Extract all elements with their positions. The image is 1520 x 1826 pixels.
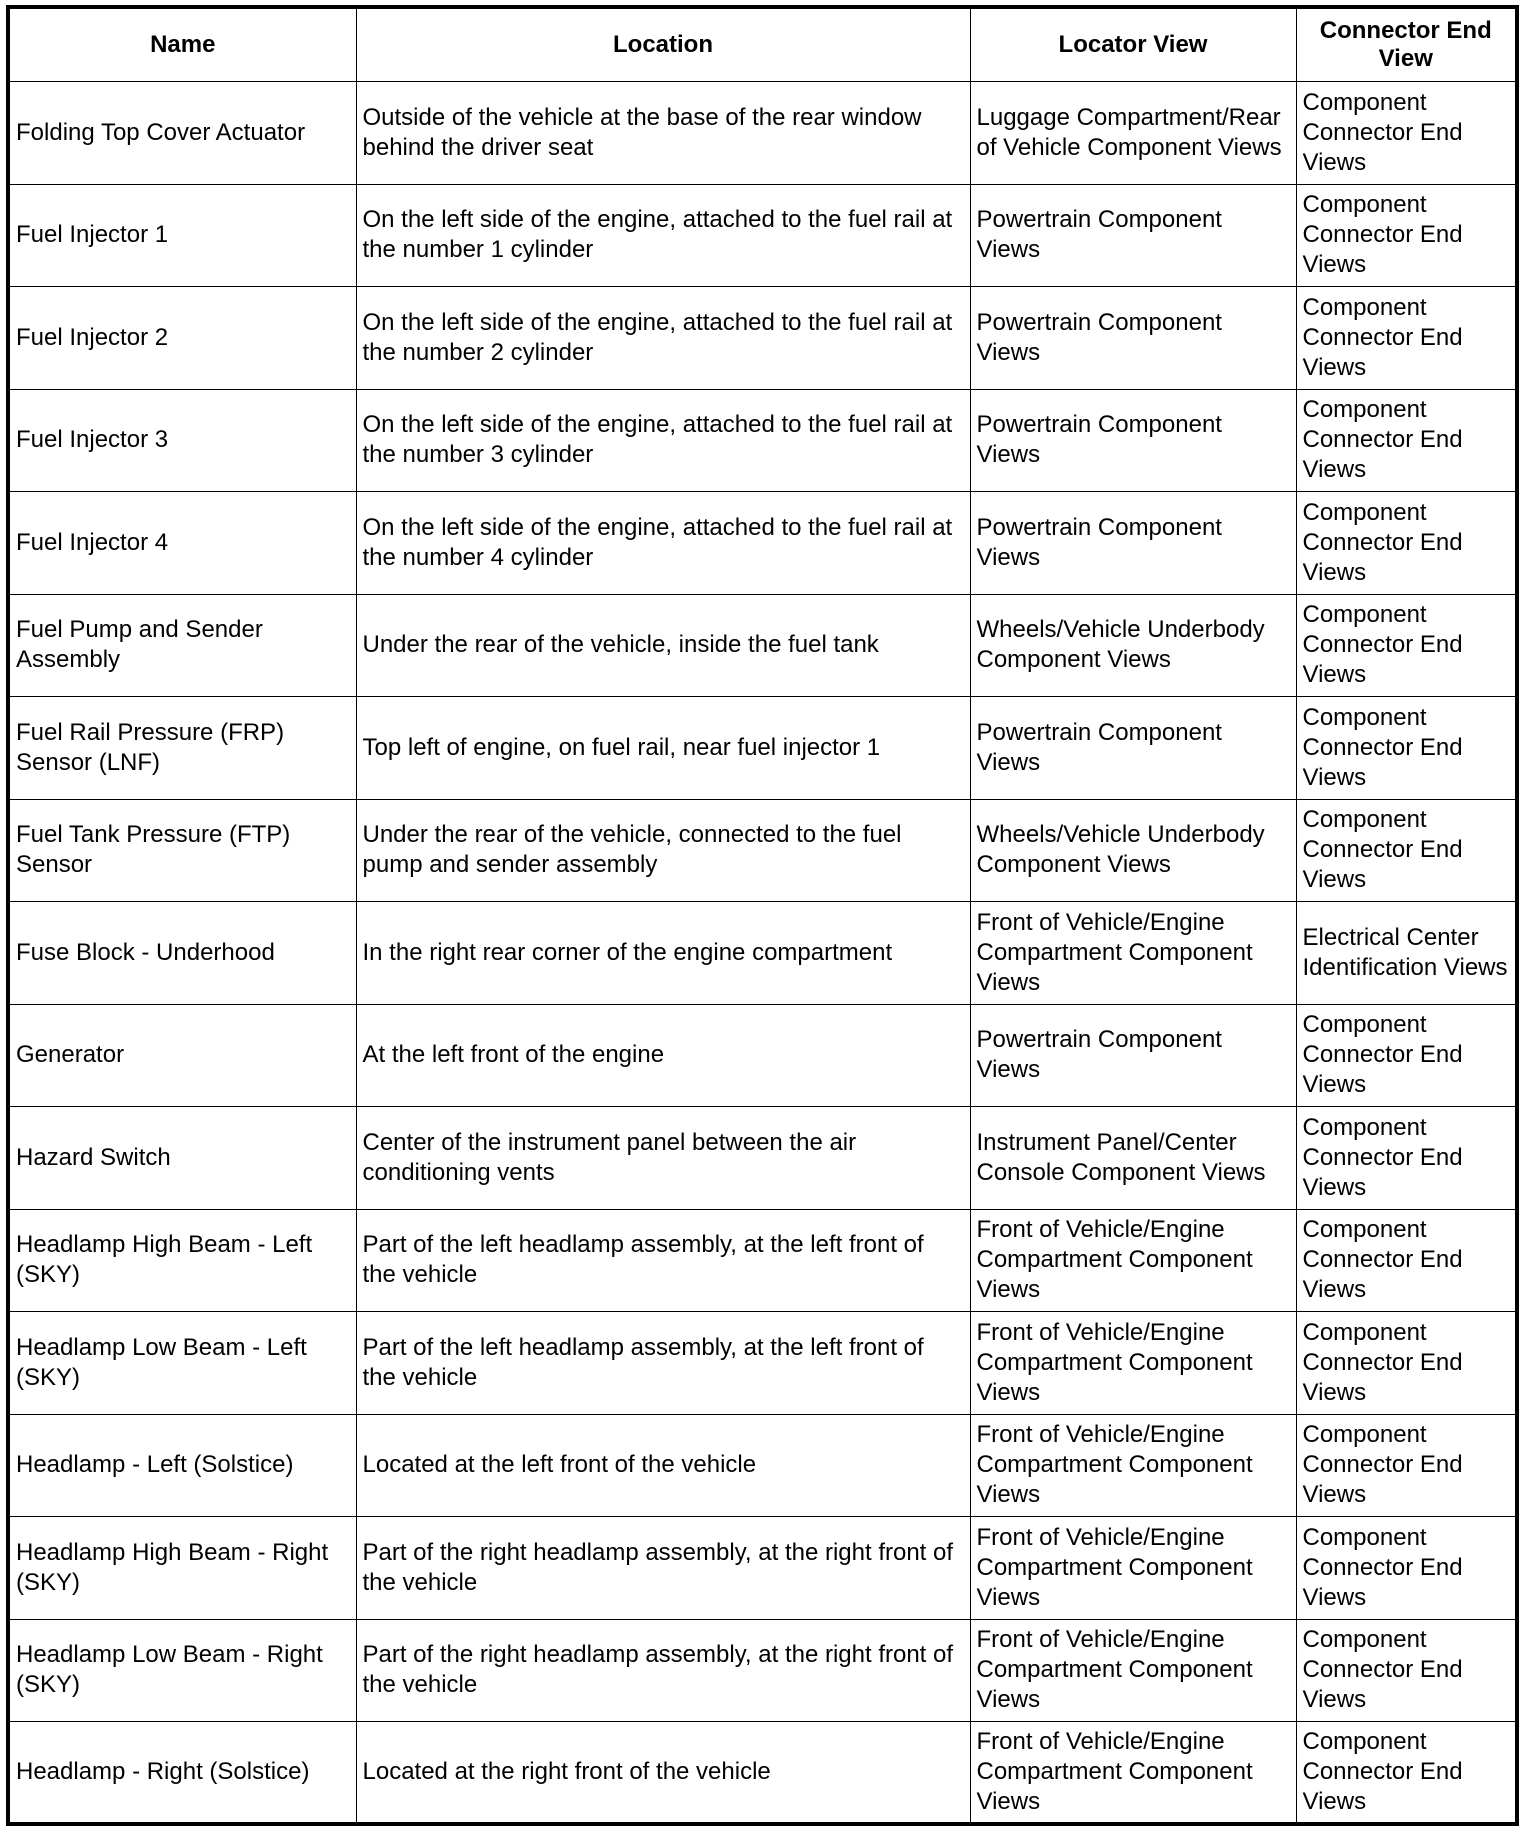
cell-location: Part of the right headlamp assembly, at the right front of the vehicle bbox=[356, 1619, 970, 1722]
cell-connector-end-view: Component Connector End Views bbox=[1296, 1619, 1517, 1722]
cell-connector-end-view: Component Connector End Views bbox=[1296, 1517, 1517, 1620]
cell-locator-view: Wheels/Vehicle Underbody Component Views bbox=[970, 799, 1296, 902]
cell-name: Fuel Tank Pressure (FTP) Sensor bbox=[8, 799, 356, 902]
cell-name: Fuel Rail Pressure (FRP) Sensor (LNF) bbox=[8, 697, 356, 800]
cell-connector-end-view: Component Connector End Views bbox=[1296, 389, 1517, 492]
cell-connector-end-view: Component Connector End Views bbox=[1296, 1312, 1517, 1415]
cell-location: Center of the instrument panel between the air conditioning vents bbox=[356, 1107, 970, 1210]
header-location: Location bbox=[356, 7, 970, 82]
cell-connector-end-view: Component Connector End Views bbox=[1296, 799, 1517, 902]
cell-locator-view: Powertrain Component Views bbox=[970, 184, 1296, 287]
cell-location: Under the rear of the vehicle, inside the fuel tank bbox=[356, 594, 970, 697]
cell-name: Headlamp High Beam - Left (SKY) bbox=[8, 1209, 356, 1312]
table-row bbox=[8, 1722, 1517, 1825]
table-header bbox=[8, 7, 1517, 82]
cell-locator-view: Front of Vehicle/Engine Compartment Component Views bbox=[970, 1209, 1296, 1312]
cell-name: Fuel Injector 4 bbox=[8, 492, 356, 595]
table-row bbox=[8, 1619, 1517, 1722]
table-row bbox=[8, 697, 1517, 800]
table-row bbox=[8, 389, 1517, 492]
cell-locator-view: Front of Vehicle/Engine Compartment Component Views bbox=[970, 1414, 1296, 1517]
cell-locator-view: Front of Vehicle/Engine Compartment Component Views bbox=[970, 1312, 1296, 1415]
cell-location: Outside of the vehicle at the base of the rear window behind the driver seat bbox=[356, 82, 970, 185]
cell-connector-end-view: Component Connector End Views bbox=[1296, 1107, 1517, 1210]
cell-location: On the left side of the engine, attached to the fuel rail at the number 2 cylinder bbox=[356, 287, 970, 390]
cell-name: Headlamp - Right (Solstice) bbox=[8, 1722, 356, 1825]
cell-connector-end-view: Component Connector End Views bbox=[1296, 1209, 1517, 1312]
cell-locator-view: Powertrain Component Views bbox=[970, 697, 1296, 800]
table-row bbox=[8, 799, 1517, 902]
header-locator-view: Locator View bbox=[970, 7, 1296, 82]
cell-locator-view: Powertrain Component Views bbox=[970, 492, 1296, 595]
cell-connector-end-view: Component Connector End Views bbox=[1296, 184, 1517, 287]
cell-connector-end-view: Component Connector End Views bbox=[1296, 1414, 1517, 1517]
cell-name: Fuel Injector 1 bbox=[8, 184, 356, 287]
cell-locator-view: Front of Vehicle/Engine Compartment Component Views bbox=[970, 902, 1296, 1005]
cell-location: Part of the left headlamp assembly, at the left front of the vehicle bbox=[356, 1312, 970, 1415]
cell-connector-end-view: Electrical Center Identification Views bbox=[1296, 902, 1517, 1005]
cell-location: On the left side of the engine, attached to the fuel rail at the number 3 cylinder bbox=[356, 389, 970, 492]
cell-locator-view: Front of Vehicle/Engine Compartment Component Views bbox=[970, 1619, 1296, 1722]
header-row bbox=[8, 7, 1517, 82]
cell-locator-view: Powertrain Component Views bbox=[970, 1004, 1296, 1107]
cell-location: Located at the right front of the vehicle bbox=[356, 1722, 970, 1825]
cell-location: Part of the left headlamp assembly, at the left front of the vehicle bbox=[356, 1209, 970, 1312]
table-row bbox=[8, 82, 1517, 185]
component-locator-table bbox=[6, 5, 1519, 1826]
table-row bbox=[8, 1414, 1517, 1517]
header-connector-end-view: Connector End View bbox=[1296, 7, 1517, 82]
table-row bbox=[8, 594, 1517, 697]
cell-locator-view: Front of Vehicle/Engine Compartment Component Views bbox=[970, 1517, 1296, 1620]
cell-locator-view: Front of Vehicle/Engine Compartment Component Views bbox=[970, 1722, 1296, 1825]
table-row bbox=[8, 492, 1517, 595]
table-row bbox=[8, 1312, 1517, 1415]
cell-location: On the left side of the engine, attached to the fuel rail at the number 4 cylinder bbox=[356, 492, 970, 595]
cell-location: At the left front of the engine bbox=[356, 1004, 970, 1107]
cell-name: Headlamp - Left (Solstice) bbox=[8, 1414, 356, 1517]
cell-location: Part of the right headlamp assembly, at the right front of the vehicle bbox=[356, 1517, 970, 1620]
cell-location: In the right rear corner of the engine compartment bbox=[356, 902, 970, 1005]
cell-locator-view: Luggage Compartment/Rear of Vehicle Component Views bbox=[970, 82, 1296, 185]
component-locator-table-container bbox=[6, 5, 1515, 1817]
cell-name: Generator bbox=[8, 1004, 356, 1107]
cell-connector-end-view: Component Connector End Views bbox=[1296, 82, 1517, 185]
cell-name: Headlamp Low Beam - Right (SKY) bbox=[8, 1619, 356, 1722]
cell-name: Fuel Pump and Sender Assembly bbox=[8, 594, 356, 697]
cell-connector-end-view: Component Connector End Views bbox=[1296, 287, 1517, 390]
cell-name: Fuse Block - Underhood bbox=[8, 902, 356, 1005]
table-row bbox=[8, 1517, 1517, 1620]
cell-connector-end-view: Component Connector End Views bbox=[1296, 492, 1517, 595]
cell-locator-view: Powertrain Component Views bbox=[970, 287, 1296, 390]
cell-location: Top left of engine, on fuel rail, near fuel injector 1 bbox=[356, 697, 970, 800]
cell-location: Located at the left front of the vehicle bbox=[356, 1414, 970, 1517]
cell-connector-end-view: Component Connector End Views bbox=[1296, 1722, 1517, 1825]
cell-name: Folding Top Cover Actuator bbox=[8, 82, 356, 185]
cell-connector-end-view: Component Connector End Views bbox=[1296, 594, 1517, 697]
table-row bbox=[8, 287, 1517, 390]
table-body bbox=[8, 82, 1517, 1825]
cell-name: Hazard Switch bbox=[8, 1107, 356, 1210]
cell-location: Under the rear of the vehicle, connected to the fuel pump and sender assembly bbox=[356, 799, 970, 902]
table-row bbox=[8, 902, 1517, 1005]
cell-name: Headlamp Low Beam - Left (SKY) bbox=[8, 1312, 356, 1415]
cell-locator-view: Powertrain Component Views bbox=[970, 389, 1296, 492]
table-row bbox=[8, 1004, 1517, 1107]
cell-name: Headlamp High Beam - Right (SKY) bbox=[8, 1517, 356, 1620]
cell-connector-end-view: Component Connector End Views bbox=[1296, 1004, 1517, 1107]
cell-locator-view: Instrument Panel/Center Console Component Views bbox=[970, 1107, 1296, 1210]
table-row bbox=[8, 1107, 1517, 1210]
cell-name: Fuel Injector 2 bbox=[8, 287, 356, 390]
header-name: Name bbox=[8, 7, 356, 82]
table-row bbox=[8, 184, 1517, 287]
cell-locator-view: Wheels/Vehicle Underbody Component Views bbox=[970, 594, 1296, 697]
cell-location: On the left side of the engine, attached to the fuel rail at the number 1 cylinder bbox=[356, 184, 970, 287]
table-row bbox=[8, 1209, 1517, 1312]
cell-name: Fuel Injector 3 bbox=[8, 389, 356, 492]
cell-connector-end-view: Component Connector End Views bbox=[1296, 697, 1517, 800]
